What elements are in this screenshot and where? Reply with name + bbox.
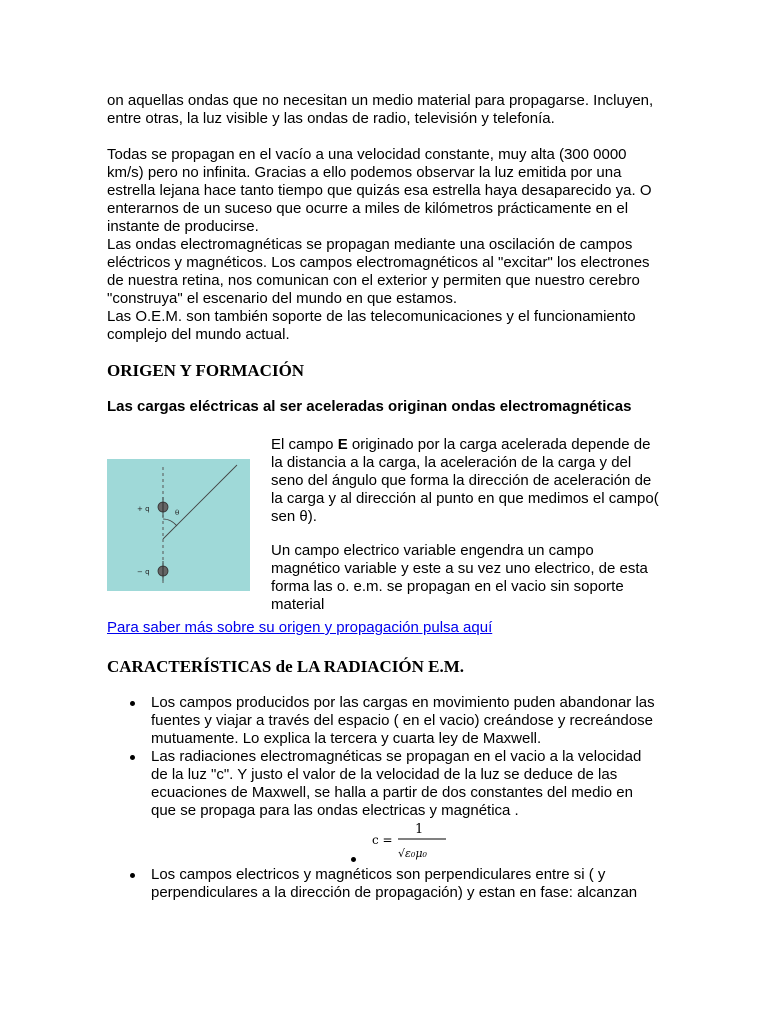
speed-of-light-formula	[372, 819, 447, 864]
section-heading-characteristics: CARACTERÍSTICAS de LA RADIACIÓN E.M.	[107, 657, 465, 676]
list-item-text: Las radiaciones electromagnéticas se propagan en el vacio a la velocidad de la luz "c". Y justo el valor de la velocidad de la luz se deduce de las ecuaciones de Maxwell, se halla a partir de dos constantes del medio en que se propaga para las ondas electricas y magnética .	[151, 748, 642, 819]
charge-diagram	[107, 459, 250, 591]
formula-bullet-icon	[351, 857, 356, 862]
theta-label: θ	[175, 509, 180, 517]
list-item-text: Los campos producidos por las cargas en movimiento puden abandonar las fuentes y viajar a través del espacio ( en el vacio) creándose y recreándose mutuamente. Lo explica la tercera y cuarta ley de Maxwell.	[151, 694, 655, 747]
field-text-end: originado por la carga acelerada depende de la distancia a la carga, la aceleración de la carga y del seno del ángulo que forma la dirección de aceleración de la carga y al dirección al punto en que medimos el campo( sen θ).	[271, 436, 659, 525]
body-paragraph-3: Las O.E.M. son también soporte de las telecomunicaciones y el funcionamiento complejo del mundo actual.	[107, 308, 636, 343]
list-item-text: Los campos electricos y magnéticos son perpendiculares entre si ( y perpendiculares a la dirección de propagación) y estan en fase: alcanzan	[151, 866, 638, 901]
more-info-link[interactable]: Para saber más sobre su origen y propagación pulsa aquí	[107, 619, 493, 636]
accelerated-charge-figure	[107, 459, 250, 591]
variable-field-text: Un campo electrico variable engendra un campo magnético variable y este a su vez uno electrico, de esta forma las o. e.m. se propagan en el vacio sin soporte material	[271, 542, 648, 613]
intro-text: on aquellas ondas que no necesitan un medio material para propagarse. Incluyen, entre otras, la luz visible y las ondas de radio, televisión y telefonía.	[107, 92, 654, 127]
body-paragraph-1: Todas se propagan en el vacío a una velocidad constante, muy alta (300 0000 km/s) pero no infinita. Gracias a ello podemos observar la luz emitida por una estrella lejana hace tanto tiempo que quizás esa estrella haya desaparecido ya. O enterarnos de un suceso que ocurre a miles de kilómetros prácticamente en el instante de producirse.	[107, 146, 652, 235]
field-direction-line	[163, 465, 237, 539]
formula-numerator: 1	[415, 822, 424, 837]
plus-q-label: + q	[137, 505, 150, 513]
body-paragraph-2: Las ondas electromagnéticas se propagan mediante una oscilación de campos eléctricos y magnéticos. Los campos electromagnéticos al "excitar" los electrones de nuestra retina, nos comunican con el exterior y permiten que nuestro cerebro "construya" el escenario del mundo en que estamos.	[107, 236, 650, 307]
bullet-icon	[130, 755, 135, 760]
list-item	[151, 866, 661, 902]
origin-subheading: Las cargas eléctricas al ser aceleradas originan ondas electromagnéticas	[107, 398, 632, 415]
field-text-start: El campo	[271, 436, 338, 453]
formula-denominator: √ε₀μ₀	[398, 847, 427, 860]
section-heading-origin: ORIGEN Y FORMACIÓN	[107, 361, 305, 380]
intro-paragraph	[107, 92, 667, 128]
field-symbol-e: E	[337, 436, 348, 453]
bullet-icon	[130, 701, 135, 706]
field-dependence-text	[271, 436, 661, 526]
formula-lhs: c =	[372, 833, 393, 847]
minus-q-label: − q	[137, 568, 150, 576]
body-paragraphs	[107, 146, 667, 344]
origin-explanation	[271, 436, 661, 614]
list-item	[151, 748, 661, 820]
list-item	[151, 694, 661, 748]
angle-arc-icon	[163, 519, 177, 526]
bullet-icon	[130, 873, 135, 878]
